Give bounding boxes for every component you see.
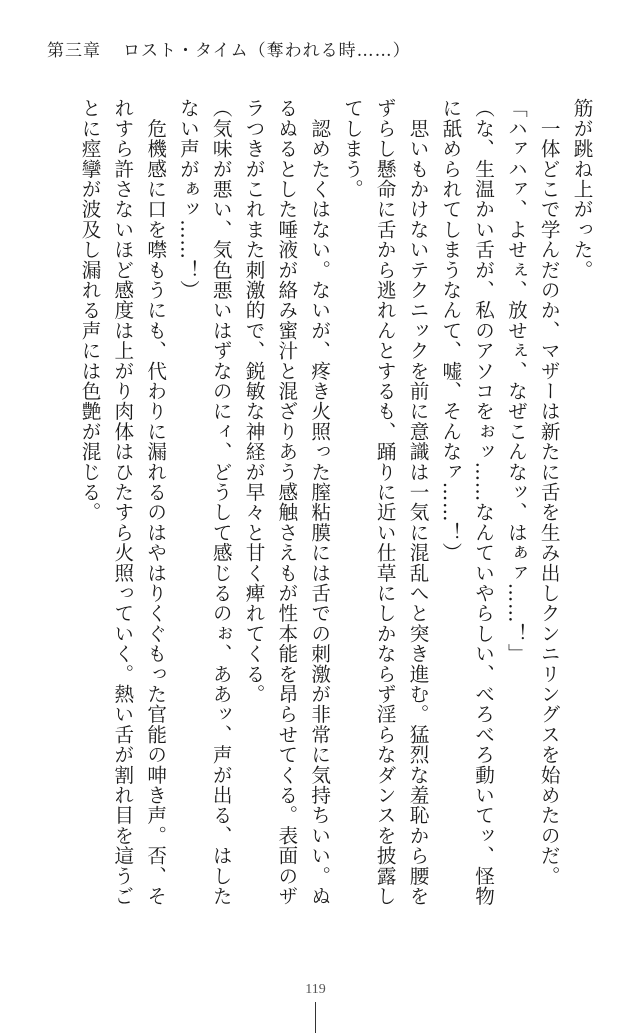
text-line: ない声がぁッ……！） xyxy=(176,98,200,300)
text-line: 「ハァハァ、よせぇ、放せぇ、なぜこんなッ、はぁァ……！」 xyxy=(504,98,528,664)
text-line: るぬるとした唾液が絡み蜜汁と混ざりあう感触さえもが性本能を昂らせてくる。表面のザ xyxy=(274,98,298,906)
text-line: てしまう。 xyxy=(340,98,364,199)
chapter-label: 第三章 xyxy=(47,41,101,61)
page-tick-mark xyxy=(315,1002,316,1033)
chapter-title: ロスト・タイム（奪われる時……） xyxy=(123,41,411,61)
text-line: ラつきがこれまた刺激的で、鋭敏な神経が早々と甘く痺れてくる。 xyxy=(242,98,266,704)
text-line: とに痙攣が波及し漏れる声には色艶が混じる。 xyxy=(78,98,102,523)
text-line: 一体どこで学んだのか、マザーは新たに舌を生み出しクンニリングスを始めたのだ。 xyxy=(537,98,561,886)
text-line: 筋が跳ね上がった。 xyxy=(570,98,593,280)
page-number: 119 xyxy=(305,982,326,997)
text-line: （気味が悪い、気色悪いはずなのにィ、どうして感じるのぉ、ああッ、声が出る、はした xyxy=(209,98,233,906)
text-line: に舐められてしまうなんて、嘘、そんなァ……！） xyxy=(438,98,462,563)
vertical-body-text xyxy=(37,98,597,938)
text-line: 思いもかけないテクニックを前に意識は一気に混乱へと突き進む。猛烈な羞恥から腰を xyxy=(406,98,430,906)
text-line: れすら許さないほど感度は上がり肉体はひたすら火照っていく。熱い舌が割れ目を這うご xyxy=(110,98,134,906)
text-line: 危機感に口を噤もうにも、代わりに漏れるのはやはりくぐもった官能の呻き声。否、そ xyxy=(143,98,167,906)
text-line: ずらし懸命に舌から逃れんとするも、踊りに近い仕草にしかならず淫らなダンスを披露し xyxy=(373,98,397,906)
text-line: （な、生温かい舌が、私のアソコをぉッ……なんていやらしい、べろべろ動いてッ、怪物 xyxy=(471,98,495,906)
text-line: 認めたくはない。ないが、疼き火照った膣粘膜には舌での刺激が非常に気持ちいい。ぬ xyxy=(307,98,331,906)
running-header xyxy=(47,36,411,61)
